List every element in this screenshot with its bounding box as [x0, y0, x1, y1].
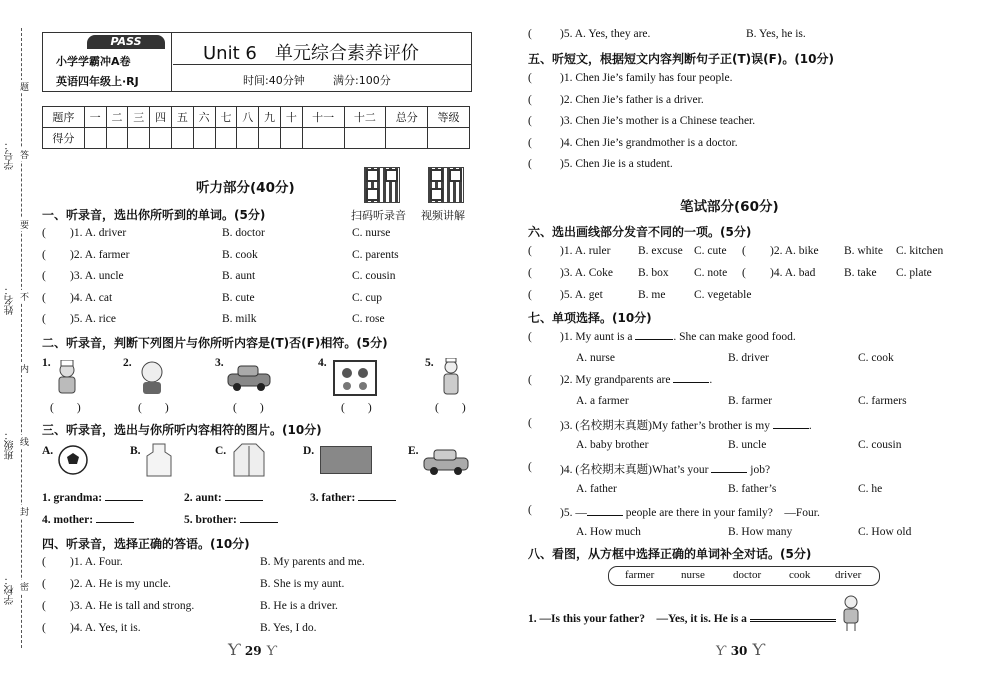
list-item: ( )2. A. farmer B. cook C. parents [42, 248, 399, 261]
score-cell[interactable] [386, 128, 428, 149]
option-letter: D. [303, 445, 315, 457]
answer-parens[interactable]: ( ) [435, 402, 466, 414]
list-item: ( )4. A. Yes, it is. B. Yes, I do. [42, 622, 317, 634]
score-cell[interactable] [128, 128, 150, 149]
margin-label-school: 学校： [5, 575, 16, 605]
answer-blank[interactable] [673, 382, 709, 383]
answer-parens[interactable]: ( ) [50, 402, 81, 414]
table-cell: 十 [280, 107, 302, 128]
score-cell[interactable] [106, 128, 128, 149]
table-cell: 十一 [302, 107, 344, 128]
pass-logo: PASS [87, 35, 165, 49]
score-cell[interactable] [302, 128, 344, 149]
list-item: ( )2. Chen Jie’s father is a driver. [528, 93, 704, 106]
football-icon [57, 444, 89, 476]
section-4-items [42, 556, 482, 644]
option-letter: E. [408, 445, 419, 457]
score-cell[interactable] [280, 128, 302, 149]
margin-label-number: 学号： [5, 140, 16, 170]
qr-label-video: 视频讲解 [421, 209, 465, 222]
score-table-score-row [43, 128, 470, 149]
word-bank-item: farmer [625, 569, 655, 581]
table-cell: 九 [259, 107, 281, 128]
answer-parens[interactable]: ( ) [341, 402, 372, 414]
margin-label-name: 姓名： [5, 285, 16, 315]
section-8-title: 八、看图，从方框中选择正确的单词补全对话。(5分) [528, 547, 812, 561]
table-cell: 得分 [43, 128, 85, 149]
answer-blank[interactable] [225, 500, 263, 501]
picture-number: 5. [425, 357, 434, 369]
seal-char: 内 [18, 364, 28, 373]
word-bank [608, 566, 880, 586]
option-letter: C. [215, 445, 227, 457]
header-rule [173, 64, 471, 65]
table-cell: 总分 [386, 107, 428, 128]
section-3-title: 三、听录音，选出与你所听内容相符的图片。(10分) [42, 423, 322, 437]
section-5-title: 五、听短文，根据短文内容判断句子正(T)误(F)。(10分) [528, 52, 834, 66]
table-cell: 十二 [344, 107, 386, 128]
table-cell: 一 [84, 107, 106, 128]
exam-title: Unit 6 单元综合素养评价 [203, 43, 419, 64]
qr-code-icon[interactable] [428, 167, 464, 203]
taxi-icon [422, 446, 470, 476]
apron-icon [145, 442, 173, 478]
sprout-icon: Ƴ [716, 644, 726, 659]
series-name: 小学学霸冲A卷 [56, 55, 131, 68]
section-2-title: 二、听录音，判断下列图片与你所听内容是(T)否(F)相符。(5分) [42, 336, 388, 350]
score-cell[interactable] [237, 128, 259, 149]
score-cell[interactable] [193, 128, 215, 149]
score-cell[interactable] [84, 128, 106, 149]
grade-label: 英语四年级上·RJ [56, 75, 139, 88]
answer-blank[interactable] [711, 472, 747, 473]
answer-blank[interactable] [240, 522, 278, 523]
table-cell: 六 [193, 107, 215, 128]
picture-number: 3. [215, 357, 224, 369]
fill-item: 4. mother: [42, 514, 134, 526]
list-item: ( )2. A. He is my uncle. B. She is my aunt. [42, 578, 345, 590]
section-5-items [528, 72, 968, 180]
score-cell[interactable] [150, 128, 172, 149]
listening-section-title: 听力部分(40分) [196, 180, 295, 196]
score-cell[interactable] [259, 128, 281, 149]
answer-blank[interactable] [96, 522, 134, 523]
score-table [42, 106, 470, 149]
page-footer-left [228, 640, 276, 659]
qr-label-audio: 扫码听录音 [351, 209, 406, 222]
cook-picture-icon [52, 360, 82, 396]
section-1-items [42, 227, 482, 335]
list-item: ( )3. Chen Jie’s mother is a Chinese teacher. [528, 115, 756, 127]
seal-char: 密 [18, 582, 28, 591]
picture-number: 4. [318, 357, 327, 369]
score-cell[interactable] [344, 128, 386, 149]
word-bank-item: nurse [681, 569, 705, 581]
page-footer-right [716, 640, 764, 659]
fill-item: 1. grandma: [42, 492, 143, 504]
qr-code-icon[interactable] [364, 167, 400, 203]
margin-label-class: 班级： [5, 430, 16, 460]
list-item: ( )1. A. driver B. doctor C. nurse [42, 227, 391, 239]
word-bank-item: doctor [733, 569, 762, 581]
exam-header [42, 32, 472, 92]
section-4-title: 四、听录音，选择正确的答语。(10分) [42, 537, 250, 551]
table-cell: 等级 [428, 107, 470, 128]
page-number: 29 [244, 644, 262, 658]
fill-item: 3. father: [310, 492, 396, 504]
boy-picture-icon [135, 360, 169, 396]
answer-blank[interactable] [105, 500, 143, 501]
seal-line [21, 28, 22, 648]
answer-parens[interactable]: ( ) [138, 402, 169, 414]
section-6-title: 六、选出画线部分发音不同的一项。(5分) [528, 225, 752, 239]
table-cell: 题序 [43, 107, 85, 128]
table-cell: 二 [106, 107, 128, 128]
family-photo-icon [333, 360, 377, 396]
binding-margin [0, 0, 30, 681]
section-1-title: 一、听录音，选出你所听到的单词。(5分) [42, 208, 266, 222]
exam-full-score: 满分:100分 [333, 74, 391, 87]
seal-char: 线 [18, 437, 28, 446]
blackboard-icon [320, 446, 372, 474]
fill-item: 5. brother: [184, 514, 278, 526]
list-item: ( )5. A. Yes, they are. B. Yes, he is. [528, 28, 806, 40]
page-number: 30 [730, 644, 748, 658]
sprout-icon: Ƴ [266, 644, 277, 659]
score-cell[interactable] [215, 128, 237, 149]
word-bank-item: driver [835, 569, 862, 581]
sprout-icon: Ƴ [228, 640, 240, 659]
table-cell: 八 [237, 107, 259, 128]
picture-number: 2. [123, 357, 132, 369]
list-item: ( )5. A. rice B. milk C. rose [42, 313, 385, 325]
header-divider [171, 33, 172, 91]
answer-blank[interactable] [635, 339, 673, 340]
list-item: ( )4. Chen Jie’s grandmother is a doctor. [528, 136, 738, 149]
table-cell: 七 [215, 107, 237, 128]
answer-blank[interactable] [750, 619, 836, 622]
table-cell: 三 [128, 107, 150, 128]
writing-section-title: 笔试部分(60分) [680, 199, 779, 215]
table-cell: 四 [150, 107, 172, 128]
table-cell: 五 [171, 107, 193, 128]
list-item: ( )3. A. He is tall and strong. B. He is a driver. [42, 600, 338, 612]
list-item: ( )5. Chen Jie is a student. [528, 158, 673, 170]
fill-item: 2. aunt: [184, 492, 263, 504]
seal-char: 题 [18, 82, 28, 91]
section-7-title: 七、单项选择。(10分) [528, 311, 652, 325]
option-letter: A. [42, 445, 54, 457]
answer-blank[interactable] [358, 500, 396, 501]
score-cell[interactable] [428, 128, 470, 149]
seal-char: 封 [18, 507, 28, 516]
seal-char: 答 [18, 150, 28, 159]
picture-number: 1. [42, 357, 51, 369]
list-item: ( )4. A. cat B. cute C. cup [42, 291, 383, 304]
car-picture-icon [226, 362, 272, 394]
exam-time: 时间:40分钟 [243, 74, 305, 87]
answer-blank[interactable] [587, 515, 623, 516]
section-6-items: ( )1. A. ruler B. excuse C. cute ( )2. A. bike B. white C. kitchen ( )3. A. Coke B. box C. note ( )4. A. bad B. take C. plate ( )5. A. get B. me C. vegetable [528, 245, 944, 301]
answer-blank[interactable] [773, 428, 809, 429]
word-bank-item: cook [789, 569, 811, 581]
seal-char: 要 [18, 220, 28, 229]
list-item: ( )3. A. uncle B. aunt C. cousin [42, 270, 396, 282]
sprout-icon: Ƴ [752, 640, 765, 659]
list-item: ( )1. Chen Jie’s family has four people. [528, 72, 733, 84]
option-letter: B. [130, 445, 141, 457]
seal-char: 不 [18, 292, 28, 301]
coat-icon [232, 442, 266, 478]
answer-parens[interactable]: ( ) [233, 402, 264, 414]
score-table-header-row [43, 107, 470, 128]
section-7-items: ( )1. My aunt is a . She can make good food. A. nurse B. driver C. cook ( )2. My grandparents are . A. a farmer B. farmer C. farmers ( )3. (名校期末真题)My father’s brother is my . A. baby brother B. uncle C. cousin ( )4. (名校期末真题)What’s your job? A. father B. father’s C. he ( )5. — people are there in your family? —Four. A. How much B. How many C. How old [528, 331, 912, 538]
nurse-picture-icon [440, 358, 462, 396]
dialogue-question: 1. —Is this your father? —Yes, it is. He is a [528, 610, 836, 626]
man-picture-icon [838, 594, 864, 632]
score-cell[interactable] [171, 128, 193, 149]
list-item: ( )1. A. Four. B. My parents and me. [42, 556, 365, 568]
